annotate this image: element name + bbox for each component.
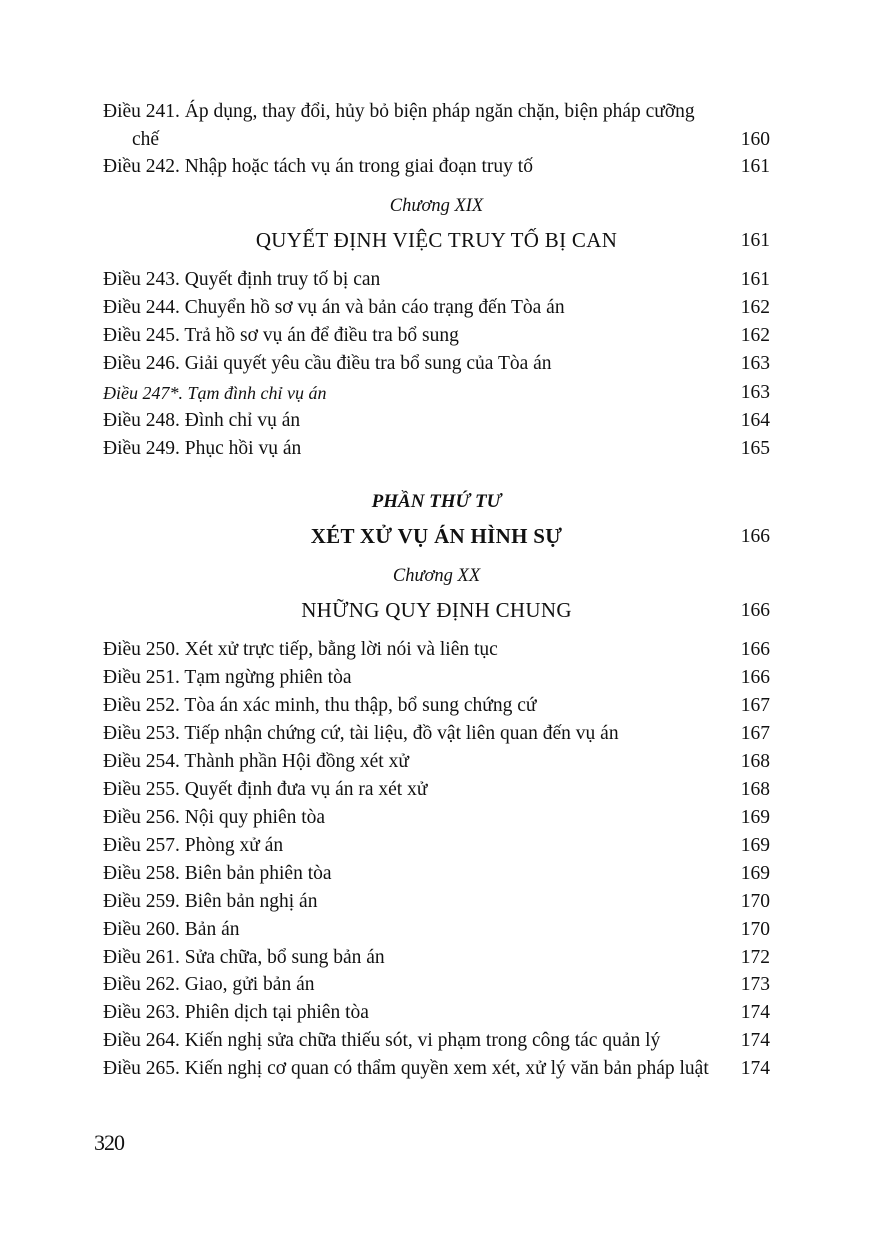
toc-entry bbox=[103, 860, 770, 888]
toc-entry bbox=[103, 748, 770, 776]
toc-entry-page: 168 bbox=[740, 779, 770, 800]
toc-entry-title: Điều 253. Tiếp nhận chứng cứ, tài liệu, đồ vật liên quan đến vụ án bbox=[103, 723, 619, 744]
toc-entry-title: Điều 251. Tạm ngừng phiên tòa bbox=[103, 667, 352, 688]
toc-entry-title: Điều 257. Phòng xử án bbox=[103, 835, 284, 856]
toc-entry-page: 173 bbox=[740, 974, 770, 995]
toc-entry-page: 169 bbox=[740, 807, 770, 828]
page-number: 320 bbox=[94, 1130, 124, 1155]
toc-entry-title: Điều 246. Giải quyết yêu cầu điều tra bổ sung của Tòa án bbox=[103, 353, 552, 374]
toc-entry-page: 160 bbox=[740, 129, 770, 150]
toc-entry bbox=[103, 944, 770, 972]
chapter-title: QUYẾT ĐỊNH VIỆC TRUY TỐ BỊ CAN bbox=[255, 228, 618, 252]
toc-entry-page: 168 bbox=[740, 751, 770, 772]
toc-entry bbox=[103, 720, 770, 748]
toc-entry-page: 167 bbox=[740, 723, 770, 744]
toc-entry-page: 172 bbox=[740, 947, 770, 968]
toc-entry-page: 167 bbox=[740, 695, 770, 716]
toc-entry-title: Điều 252. Tòa án xác minh, thu thập, bổ sung chứng cứ bbox=[103, 695, 537, 716]
chapter-page: 161 bbox=[740, 230, 770, 251]
chapter-label: Chương XIX bbox=[389, 196, 484, 216]
toc-entry bbox=[103, 1055, 770, 1083]
toc-entry-title: Điều 260. Bản án bbox=[103, 919, 240, 940]
chapter-title-row bbox=[103, 225, 770, 255]
toc-entry-page: 163 bbox=[740, 353, 770, 374]
toc-entry-page: 161 bbox=[740, 269, 770, 290]
toc-entry-page: 161 bbox=[740, 156, 770, 177]
toc-entry-page: 169 bbox=[740, 835, 770, 856]
toc-entry-page: 174 bbox=[740, 1030, 770, 1051]
toc-entry bbox=[103, 916, 770, 944]
toc-entry-title: Điều 241. Áp dụng, thay đổi, hủy bỏ biện pháp ngăn chặn, biện pháp cưỡng chế bbox=[103, 101, 695, 150]
toc-entry-page: 162 bbox=[740, 297, 770, 318]
toc-entry-title: Điều 245. Trả hồ sơ vụ án để điều tra bổ sung bbox=[103, 325, 459, 346]
toc-entry-title: Điều 243. Quyết định truy tố bị can bbox=[103, 269, 381, 290]
toc-entry bbox=[103, 832, 770, 860]
toc-entry bbox=[103, 692, 770, 720]
toc-entry bbox=[103, 153, 770, 181]
chapter-label: Chương XX bbox=[392, 566, 481, 586]
toc-entry-title: Điều 259. Biên bản nghị án bbox=[103, 891, 318, 912]
toc-entry-title: Điều 247*. Tạm đình chỉ vụ án bbox=[103, 383, 327, 403]
toc-entry bbox=[103, 999, 770, 1027]
toc-entry bbox=[103, 379, 770, 407]
toc-entry-page: 174 bbox=[740, 1002, 770, 1023]
toc-entry-page: 162 bbox=[740, 325, 770, 346]
toc-entry bbox=[103, 664, 770, 692]
toc-entry-title: Điều 248. Đình chỉ vụ án bbox=[103, 410, 301, 431]
toc-entry bbox=[103, 435, 770, 463]
toc-entry-page: 170 bbox=[740, 919, 770, 940]
part-label: PHẦN THỨ TƯ bbox=[371, 491, 502, 512]
toc-entry-title: Điều 263. Phiên dịch tại phiên tòa bbox=[103, 1002, 369, 1023]
toc-entry-page: 174 bbox=[740, 1058, 770, 1079]
toc-entry bbox=[103, 98, 770, 154]
toc-entry-title: Điều 250. Xét xử trực tiếp, bằng lời nói và liên tục bbox=[103, 639, 498, 660]
toc-entry-title: Điều 258. Biên bản phiên tòa bbox=[103, 863, 332, 884]
toc-entry bbox=[103, 888, 770, 916]
toc-entry-page: 169 bbox=[740, 863, 770, 884]
toc-entry bbox=[103, 322, 770, 350]
toc-entry bbox=[103, 266, 770, 294]
toc-entry bbox=[103, 776, 770, 804]
toc-entry-page: 163 bbox=[740, 382, 770, 403]
toc-entry-title: Điều 255. Quyết định đưa vụ án ra xét xử bbox=[103, 779, 428, 800]
toc-entry-title: Điều 254. Thành phần Hội đồng xét xử bbox=[103, 751, 409, 772]
toc-entry-page: 164 bbox=[740, 410, 770, 431]
part-title: XÉT XỬ VỤ ÁN HÌNH SỰ bbox=[310, 524, 563, 548]
toc-entry bbox=[103, 971, 770, 999]
chapter-title: NHỮNG QUY ĐỊNH CHUNG bbox=[301, 598, 572, 622]
toc-entry-page: 166 bbox=[740, 667, 770, 688]
chapter-page: 166 bbox=[740, 600, 770, 621]
toc-entry-title: Điều 256. Nội quy phiên tòa bbox=[103, 807, 326, 828]
toc-entry bbox=[103, 636, 770, 664]
toc-entry-title: Điều 264. Kiến nghị sửa chữa thiếu sót, vi phạm trong công tác quản lý bbox=[103, 1030, 661, 1051]
toc-entry-title: Điều 265. Kiến nghị cơ quan có thẩm quyền xem xét, xử lý văn bản pháp luật bbox=[103, 1058, 709, 1079]
toc-entry-title: Điều 262. Giao, gửi bản án bbox=[103, 974, 315, 995]
toc-entry-page: 165 bbox=[740, 438, 770, 459]
toc-entry bbox=[103, 407, 770, 435]
toc-entry bbox=[103, 1027, 770, 1055]
toc-entry-title: Điều 249. Phục hồi vụ án bbox=[103, 438, 302, 459]
chapter-title-row bbox=[103, 595, 770, 625]
toc-entry-page: 170 bbox=[740, 891, 770, 912]
toc-entry bbox=[103, 294, 770, 322]
toc-entry-title: Điều 261. Sửa chữa, bổ sung bản án bbox=[103, 947, 385, 968]
part-page: 166 bbox=[740, 526, 770, 547]
toc-entry-title: Điều 242. Nhập hoặc tách vụ án trong giai đoạn truy tố bbox=[103, 156, 533, 177]
part-title-row bbox=[103, 521, 770, 551]
toc-entry bbox=[103, 350, 770, 378]
toc-entry-page: 166 bbox=[740, 639, 770, 660]
toc-entry-title: Điều 244. Chuyển hồ sơ vụ án và bản cáo trạng đến Tòa án bbox=[103, 297, 565, 318]
toc-entry bbox=[103, 804, 770, 832]
